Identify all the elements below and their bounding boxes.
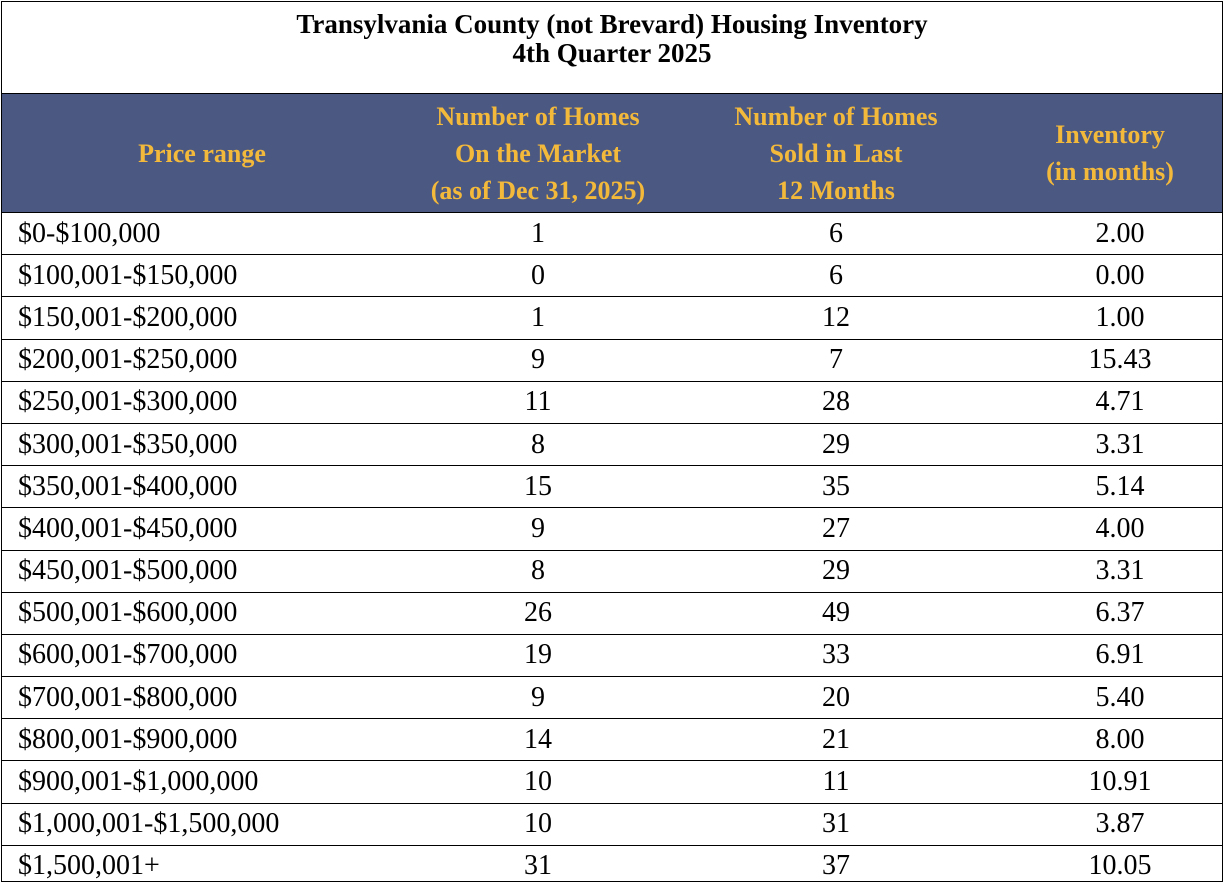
cell-inventory: 8.00 [998,719,1222,761]
cell-price-range: $100,001-$150,000 [2,255,402,297]
cell-inventory: 6.37 [998,592,1222,634]
column-header-inventory [998,94,1222,213]
column-header-price-range [2,94,402,213]
table-title-line-2: 4th Quarter 2025 [2,39,1222,68]
cell-inventory: 1.00 [998,297,1222,339]
cell-inventory: 3.31 [998,550,1222,592]
table-row [2,845,1222,887]
cell-on-market: 9 [402,677,674,719]
cell-sold: 28 [674,381,998,423]
cell-sold: 29 [674,423,998,465]
cell-price-range: $1,500,001+ [2,845,402,887]
table-title-row [2,2,1222,94]
cell-on-market: 14 [402,719,674,761]
table-row [2,677,1222,719]
table-row [2,634,1222,676]
table-row [2,719,1222,761]
housing-inventory-table [2,2,1222,887]
table-title [2,2,1222,94]
cell-on-market: 8 [402,423,674,465]
cell-on-market: 9 [402,508,674,550]
table-row [2,550,1222,592]
cell-sold: 21 [674,719,998,761]
cell-sold: 6 [674,255,998,297]
cell-price-range: $900,001-$1,000,000 [2,761,402,803]
table-row [2,213,1222,255]
cell-inventory: 0.00 [998,255,1222,297]
column-header-line: Inventory [998,116,1222,153]
column-header-line: Number of Homes [674,98,998,135]
table-row [2,297,1222,339]
cell-price-range: $450,001-$500,000 [2,550,402,592]
cell-inventory: 6.91 [998,634,1222,676]
cell-price-range: $600,001-$700,000 [2,634,402,676]
housing-inventory-table-frame [1,1,1223,882]
cell-sold: 35 [674,466,998,508]
column-header-sold [674,94,998,213]
cell-inventory: 5.40 [998,677,1222,719]
cell-sold: 11 [674,761,998,803]
cell-price-range: $400,001-$450,000 [2,508,402,550]
table-row [2,592,1222,634]
cell-on-market: 9 [402,339,674,381]
cell-price-range: $300,001-$350,000 [2,423,402,465]
column-header-line: 12 Months [674,172,998,209]
cell-sold: 12 [674,297,998,339]
table-row [2,508,1222,550]
cell-inventory: 3.87 [998,803,1222,845]
cell-sold: 6 [674,213,998,255]
cell-on-market: 1 [402,297,674,339]
table-row [2,381,1222,423]
cell-inventory: 4.71 [998,381,1222,423]
table-title-line-1: Transylvania County (not Brevard) Housing Inventory [2,10,1222,39]
cell-sold: 27 [674,508,998,550]
table-row [2,761,1222,803]
cell-sold: 7 [674,339,998,381]
cell-price-range: $350,001-$400,000 [2,466,402,508]
cell-on-market: 11 [402,381,674,423]
table-row [2,255,1222,297]
cell-on-market: 19 [402,634,674,676]
cell-on-market: 1 [402,213,674,255]
cell-sold: 29 [674,550,998,592]
column-header-on-market [402,94,674,213]
cell-on-market: 10 [402,803,674,845]
cell-price-range: $1,000,001-$1,500,000 [2,803,402,845]
cell-sold: 49 [674,592,998,634]
cell-price-range: $0-$100,000 [2,213,402,255]
cell-inventory: 10.05 [998,845,1222,887]
cell-inventory: 15.43 [998,339,1222,381]
cell-price-range: $150,001-$200,000 [2,297,402,339]
cell-inventory: 4.00 [998,508,1222,550]
column-header-line: Sold in Last [674,135,998,172]
cell-price-range: $700,001-$800,000 [2,677,402,719]
table-body [2,213,1222,887]
column-header-line: (as of Dec 31, 2025) [402,172,674,209]
cell-on-market: 15 [402,466,674,508]
cell-sold: 20 [674,677,998,719]
cell-sold: 33 [674,634,998,676]
cell-on-market: 8 [402,550,674,592]
cell-inventory: 5.14 [998,466,1222,508]
table-row [2,423,1222,465]
column-header-line: (in months) [998,153,1222,190]
cell-price-range: $200,001-$250,000 [2,339,402,381]
table-row [2,466,1222,508]
cell-sold: 37 [674,845,998,887]
column-header-line: Number of Homes [402,98,674,135]
cell-inventory: 2.00 [998,213,1222,255]
cell-price-range: $500,001-$600,000 [2,592,402,634]
cell-price-range: $250,001-$300,000 [2,381,402,423]
cell-on-market: 0 [402,255,674,297]
cell-on-market: 31 [402,845,674,887]
column-header-row [2,94,1222,213]
column-header-line: Price range [2,135,402,172]
column-header-line: On the Market [402,135,674,172]
table-row [2,803,1222,845]
cell-on-market: 10 [402,761,674,803]
cell-inventory: 3.31 [998,423,1222,465]
cell-inventory: 10.91 [998,761,1222,803]
cell-sold: 31 [674,803,998,845]
cell-price-range: $800,001-$900,000 [2,719,402,761]
cell-on-market: 26 [402,592,674,634]
table-row [2,339,1222,381]
